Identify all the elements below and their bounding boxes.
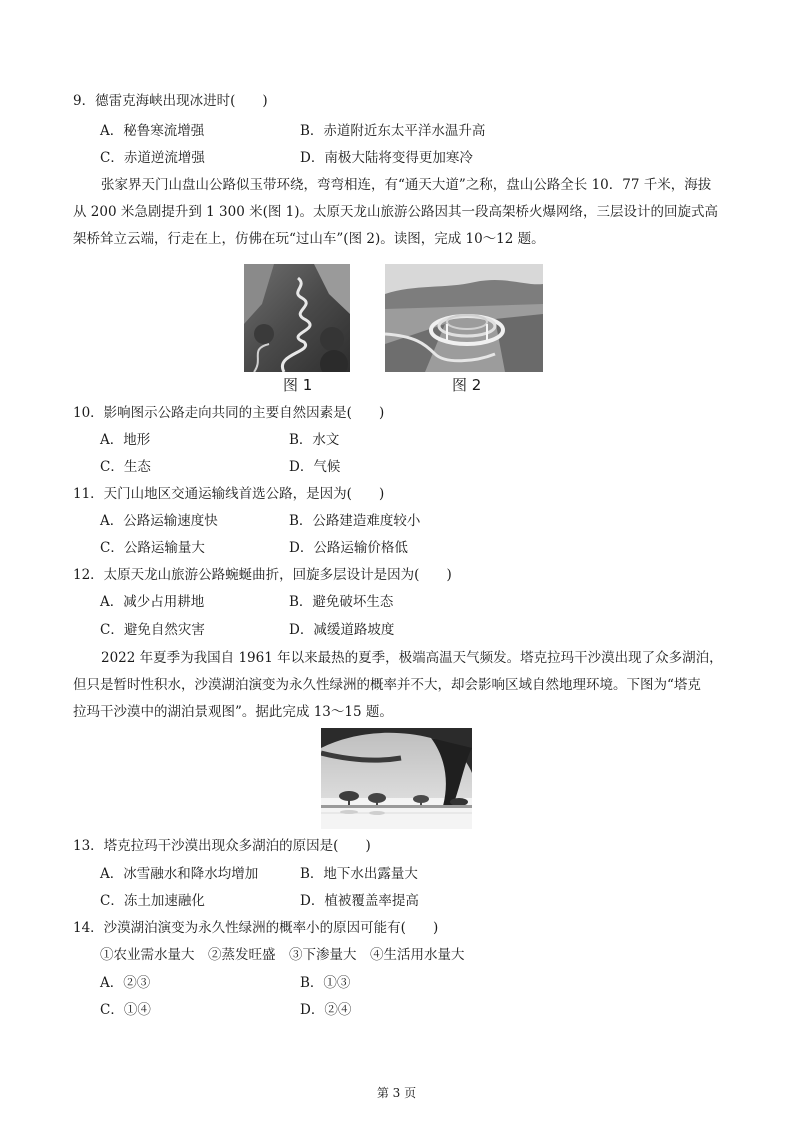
question-10-option-a[interactable]: A．地形: [100, 432, 151, 448]
question-11-option-b[interactable]: B．公路建造难度较小: [289, 513, 421, 529]
question-11-option-c[interactable]: C．公路运输量大: [100, 540, 205, 556]
passage-2-line-2: 但只是暂时性积水，沙漠湖泊演变为永久性绿洲的概率并不大，却会影响区域自然地理环境。下图为“塔克: [73, 677, 701, 693]
question-9-option-a[interactable]: A．秘鲁寒流增强: [100, 123, 205, 139]
question-13-option-b[interactable]: B．地下水出露量大: [300, 866, 418, 882]
question-14-stem: 14．沙漠湖泊演变为永久性绿洲的概率小的原因可能有( ): [73, 920, 439, 936]
question-14-option-c[interactable]: C．①④: [100, 1002, 151, 1018]
figure-1-caption: 图 1: [283, 376, 313, 394]
question-14-option-a[interactable]: A．②③: [100, 975, 151, 991]
question-12-option-c[interactable]: C．避免自然灾害: [100, 622, 205, 638]
figure-1-mountain-road-photo: [244, 264, 350, 372]
question-11-stem: 11．天门山地区交通运输线首选公路，是因为( ): [73, 486, 385, 502]
passage-1-line-3: 架桥耸立云端，行走在上，仿佛在玩“过山车”(图 2)。读图，完成 10～12 题。: [73, 231, 545, 247]
passage-1-line-2: 从 200 米急剧提升到 1 300 米(图 1)。太原天龙山旅游公路因其一段高架桥火爆网络，三层设计的回旋式高: [73, 204, 718, 220]
question-9-stem: 9．德雷克海峡出现冰进时( ): [73, 93, 268, 109]
question-13-option-a[interactable]: A．冰雪融水和降水均增加: [100, 866, 259, 882]
question-14-option-d[interactable]: D．②④: [300, 1002, 352, 1018]
question-12-stem: 12．太原天龙山旅游公路蜿蜒曲折，回旋多层设计是因为( ): [73, 567, 452, 583]
passage-2-line-1: 2022 年夏季为我国自 1961 年以来最热的夏季，极端高温天气频发。塔克拉玛干沙漠出现了众多湖泊，: [101, 650, 723, 666]
question-14-items: ①农业需水量大 ②蒸发旺盛 ③下渗量大 ④生活用水量大: [100, 947, 465, 963]
question-13-option-d[interactable]: D．植被覆盖率提高: [300, 893, 419, 909]
desert-lake-landscape-photo: [321, 728, 472, 829]
question-11-option-a[interactable]: A．公路运输速度快: [100, 513, 218, 529]
question-9-option-c[interactable]: C．赤道逆流增强: [100, 150, 205, 166]
figure-2-caption: 图 2: [452, 376, 482, 394]
question-13-stem: 13．塔克拉玛干沙漠出现众多湖泊的原因是( ): [73, 838, 371, 854]
question-10-stem: 10．影响图示公路走向共同的主要自然因素是( ): [73, 405, 385, 421]
question-12-option-b[interactable]: B．避免破坏生态: [289, 594, 394, 610]
question-9-option-d[interactable]: D．南极大陆将变得更加寒冷: [300, 150, 473, 166]
question-10-option-d[interactable]: D．气候: [289, 459, 341, 475]
question-11-option-d[interactable]: D．公路运输价格低: [289, 540, 408, 556]
question-9-option-b[interactable]: B．赤道附近东太平洋水温升高: [300, 123, 486, 139]
page-number: 第 3 页: [376, 1086, 417, 1100]
question-12-option-a[interactable]: A．减少占用耕地: [100, 594, 205, 610]
figure-2-spiral-viaduct-photo: [385, 264, 543, 372]
question-12-option-d[interactable]: D．减缓道路坡度: [289, 622, 395, 638]
passage-2-line-3: 拉玛干沙漠中的湖泊景观图”。据此完成 13～15 题。: [73, 704, 393, 720]
question-10-option-c[interactable]: C．生态: [100, 459, 151, 475]
question-13-option-c[interactable]: C．冻土加速融化: [100, 893, 205, 909]
passage-1-line-1: 张家界天门山盘山公路似玉带环绕，弯弯相连，有“通天大道”之称，盘山公路全长 10．77 千米，海拔: [101, 177, 712, 193]
question-10-option-b[interactable]: B．水文: [289, 432, 340, 448]
question-14-option-b[interactable]: B．①③: [300, 975, 351, 991]
